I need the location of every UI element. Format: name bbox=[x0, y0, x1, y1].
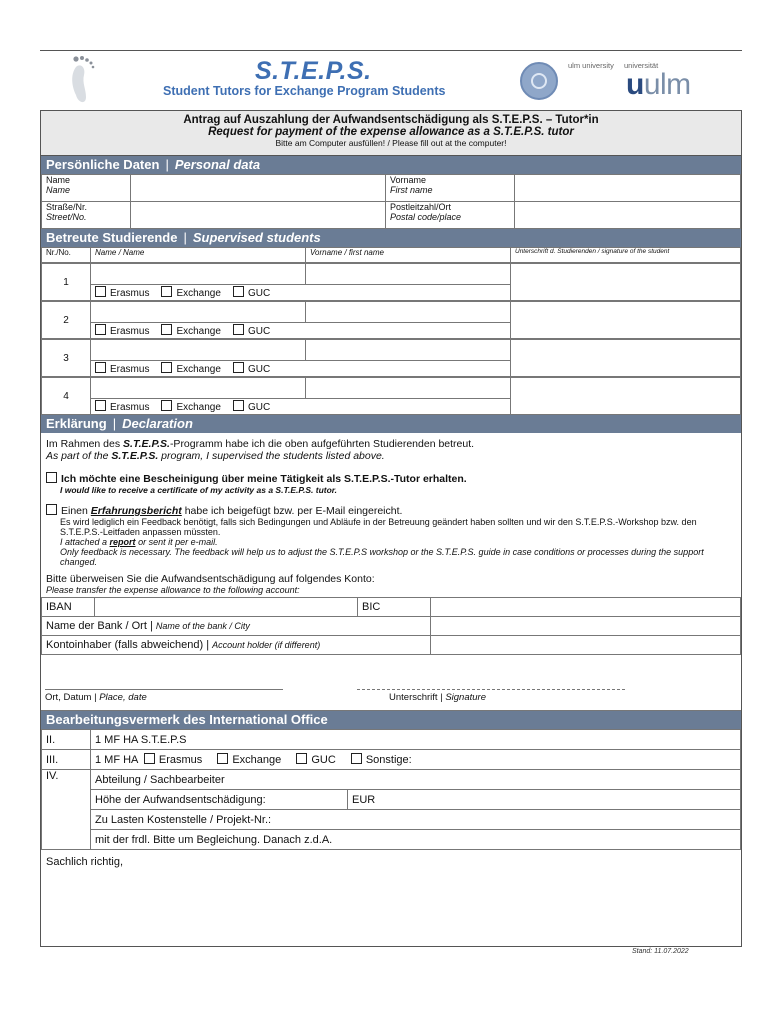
student-program-options: Erasmus Exchange GUC bbox=[91, 323, 511, 339]
certificate-checkbox[interactable] bbox=[46, 472, 57, 483]
certificate-option: Ich möchte eine Bescheinigung über meine Tätigkeit als S.T.E.P.S.-Tutor erhalten. bbox=[46, 472, 736, 485]
guc-checkbox[interactable] bbox=[233, 362, 244, 373]
form-date-stamp: Stand: 11.07.2022 bbox=[632, 948, 689, 955]
declaration-en: As part of the S.T.E.P.S. program, I supervised the students listed above. bbox=[46, 450, 385, 462]
program-subtitle: Student Tutors for Exchange Program Students bbox=[163, 84, 446, 98]
student-signature-field[interactable] bbox=[511, 264, 741, 301]
office-amount-label: Höhe der Aufwandsentschädigung: bbox=[91, 790, 348, 810]
col-name: Name / Name bbox=[91, 248, 306, 263]
student-program-options: Erasmus Exchange GUC bbox=[91, 399, 511, 415]
report-option: Einen Erfahrungsbericht habe ich beigefügt bzw. per E-Mail eingereicht. bbox=[46, 504, 736, 517]
col-signature: Unterschrift d. Studierenden / signature of the student bbox=[511, 248, 741, 263]
report-checkbox[interactable] bbox=[46, 504, 57, 515]
office-payment-note: mit der frdl. Bitte um Begleichung. Danach z.d.A. bbox=[91, 830, 741, 850]
office-department: Abteilung / Sachbearbeiter bbox=[91, 770, 741, 790]
postal-label: Postleitzahl/Ort Postal code/place bbox=[386, 202, 515, 229]
university-label-de: universität bbox=[624, 61, 659, 70]
student-signature-field[interactable] bbox=[511, 378, 741, 415]
student-name-field[interactable] bbox=[91, 340, 306, 361]
guc-checkbox[interactable] bbox=[233, 400, 244, 411]
declaration-text bbox=[41, 433, 741, 597]
col-no: Nr./No. bbox=[42, 248, 91, 263]
name-label: Name Name bbox=[42, 175, 131, 202]
section-supervised-students: Betreute Studierende | Supervised students bbox=[41, 229, 741, 247]
signature-label: Unterschrift | Signature bbox=[389, 692, 486, 703]
program-title: S.T.E.P.S. bbox=[255, 57, 372, 85]
exchange-checkbox[interactable] bbox=[161, 400, 172, 411]
col-firstname: Vorname / first name bbox=[306, 248, 511, 263]
student-number: 2 bbox=[42, 302, 91, 339]
certificate-option-en: I would like to receive a certificate of my activity as a S.T.E.P.S. tutor. bbox=[60, 485, 337, 495]
bic-field[interactable] bbox=[431, 598, 741, 617]
students-table bbox=[41, 247, 741, 263]
bank-name-label: Name der Bank / Ort | Name of the bank / City bbox=[42, 617, 431, 636]
student-firstname-field[interactable] bbox=[306, 340, 511, 361]
section-declaration: Erklärung | Declaration bbox=[41, 415, 741, 433]
place-date-line[interactable] bbox=[45, 689, 283, 690]
transfer-de: Bitte überweisen Sie die Aufwandsentschädigung auf folgendes Konto: bbox=[46, 573, 375, 585]
account-holder-field[interactable] bbox=[431, 636, 741, 655]
exchange-checkbox[interactable] bbox=[161, 362, 172, 373]
factually-correct: Sachlich richtig, bbox=[46, 856, 124, 868]
account-holder-label: Kontoinhaber (falls abweichend) | Account holder (if different) bbox=[42, 636, 431, 655]
student-row bbox=[41, 377, 741, 415]
street-label: Straße/Nr. Street/No. bbox=[42, 202, 131, 229]
office-row-ii-text: 1 MF HA S.T.E.P.S bbox=[91, 730, 741, 750]
office-row-iii: 1 MF HA Erasmus Exchange GUC Sonstige: bbox=[91, 750, 741, 770]
signature-line[interactable] bbox=[357, 689, 625, 690]
firstname-field[interactable] bbox=[515, 175, 741, 202]
exchange-checkbox[interactable] bbox=[161, 286, 172, 297]
student-name-field[interactable] bbox=[91, 264, 306, 285]
office-amount-field[interactable]: EUR bbox=[348, 790, 741, 810]
erasmus-checkbox[interactable] bbox=[95, 286, 106, 297]
student-signature-field[interactable] bbox=[511, 340, 741, 377]
student-rows bbox=[41, 263, 741, 415]
form-title-box bbox=[41, 111, 741, 156]
transfer-en: Please transfer the expense allowance to the following account: bbox=[46, 585, 300, 595]
office-erasmus-checkbox[interactable] bbox=[144, 753, 155, 764]
student-signature-field[interactable] bbox=[511, 302, 741, 339]
student-program-options: Erasmus Exchange GUC bbox=[91, 361, 511, 377]
iban-field[interactable] bbox=[95, 598, 358, 617]
student-firstname-field[interactable] bbox=[306, 378, 511, 399]
personal-data-table bbox=[41, 174, 741, 229]
office-guc-checkbox[interactable] bbox=[296, 753, 307, 764]
postal-field[interactable] bbox=[515, 202, 741, 229]
student-row bbox=[41, 339, 741, 377]
office-cost-center: Zu Lasten Kostenstelle / Projekt-Nr.: bbox=[91, 810, 741, 830]
student-firstname-field[interactable] bbox=[306, 302, 511, 323]
student-row bbox=[41, 263, 741, 301]
office-exchange-checkbox[interactable] bbox=[217, 753, 228, 764]
form-page bbox=[40, 50, 742, 955]
exchange-checkbox[interactable] bbox=[161, 324, 172, 335]
university-logo: uulm bbox=[626, 68, 691, 101]
report-note-en: Only feedback is necessary. The feedback will help us to adjust the S.T.E.P.S workshop or the S.T.E.P.S. guide in case conditions or processes during the support changed. bbox=[60, 547, 704, 567]
place-date-label: Ort, Datum | Place, date bbox=[45, 692, 147, 703]
section-personal-data: Persönliche Daten | Personal data bbox=[41, 156, 741, 174]
form-header bbox=[40, 50, 742, 109]
report-note-de: Es wird lediglich ein Feedback benötigt, falls sich Bedingungen und Abläufe in der Betreuung geändert haben sollten und wir den S.T.E.P.S.-Workshop bzw. den S.T.E.P.S.-Leitfaden anpassen müssten. bbox=[60, 517, 697, 537]
office-table bbox=[41, 729, 741, 850]
office-row-iii-label: III. bbox=[42, 750, 91, 770]
student-number: 1 bbox=[42, 264, 91, 301]
bank-name-field[interactable] bbox=[431, 617, 741, 636]
name-field[interactable] bbox=[131, 175, 386, 202]
street-field[interactable] bbox=[131, 202, 386, 229]
student-number: 4 bbox=[42, 378, 91, 415]
form-fill-note: Bitte am Computer ausfüllen! / Please fill out at the computer! bbox=[275, 138, 507, 148]
guc-checkbox[interactable] bbox=[233, 324, 244, 335]
report-en: I attached a report or sent it per e-mail. bbox=[60, 537, 218, 547]
form-title-de: Antrag auf Auszahlung der Aufwandsentschädigung als S.T.E.P.S. – Tutor*in bbox=[183, 114, 599, 126]
form-title-en: Request for payment of the expense allowance as a S.T.E.P.S. tutor bbox=[208, 126, 574, 138]
university-label: ulm university bbox=[568, 61, 614, 70]
signature-area bbox=[41, 655, 741, 711]
iban-label: IBAN bbox=[42, 598, 95, 617]
student-name-field[interactable] bbox=[91, 378, 306, 399]
office-other-checkbox[interactable] bbox=[351, 753, 362, 764]
student-firstname-field[interactable] bbox=[306, 264, 511, 285]
erasmus-checkbox[interactable] bbox=[95, 362, 106, 373]
firstname-label: Vorname First name bbox=[386, 175, 515, 202]
university-seal-icon bbox=[520, 62, 558, 100]
erasmus-checkbox[interactable] bbox=[95, 400, 106, 411]
bank-table bbox=[41, 597, 741, 655]
student-name-field[interactable] bbox=[91, 302, 306, 323]
office-row-iv-label: IV. bbox=[42, 770, 91, 850]
bic-label: BIC bbox=[358, 598, 431, 617]
erasmus-checkbox[interactable] bbox=[95, 324, 106, 335]
section-office: Bearbeitungsvermerk des International Office bbox=[41, 711, 741, 729]
declaration-de: Im Rahmen des S.T.E.P.S.-Programm habe ich die oben aufgeführten Studierenden betreut. bbox=[46, 438, 475, 450]
form-body bbox=[40, 110, 742, 947]
student-row bbox=[41, 301, 741, 339]
student-program-options: Erasmus Exchange GUC bbox=[91, 285, 511, 301]
footprint-logo-icon bbox=[62, 53, 102, 107]
office-row-ii-label: II. bbox=[42, 730, 91, 750]
guc-checkbox[interactable] bbox=[233, 286, 244, 297]
student-number: 3 bbox=[42, 340, 91, 377]
